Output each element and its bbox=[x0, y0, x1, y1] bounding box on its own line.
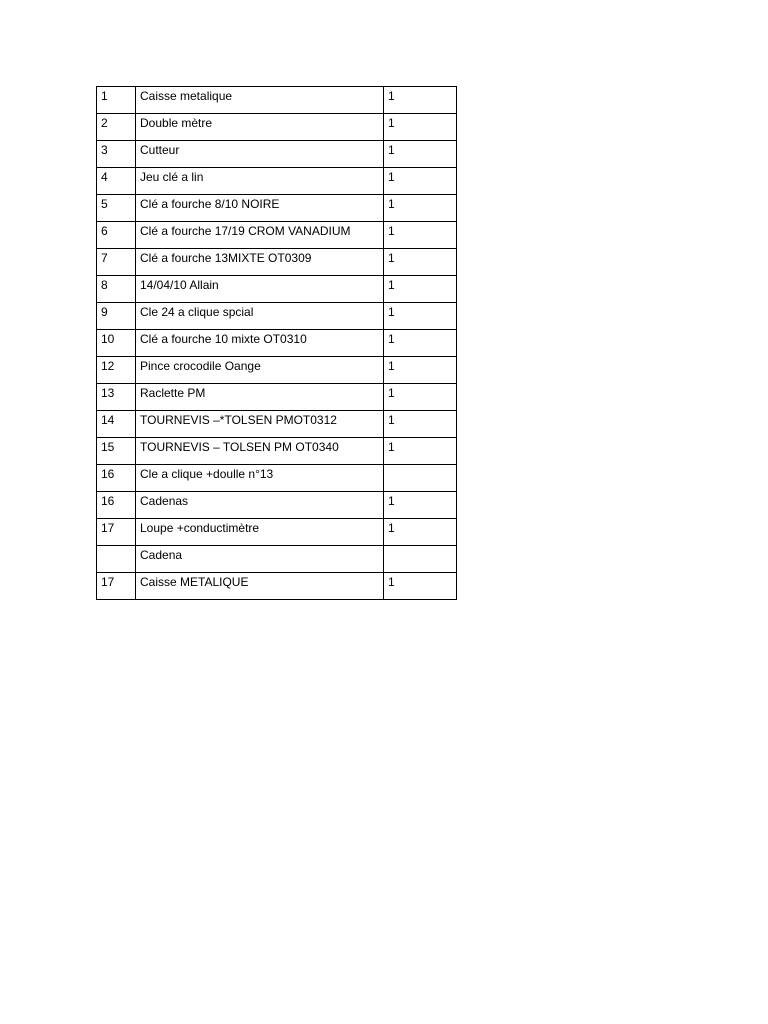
item-quantity: 1 bbox=[384, 276, 457, 303]
row-number: 10 bbox=[97, 330, 136, 357]
item-quantity bbox=[384, 465, 457, 492]
row-number: 5 bbox=[97, 195, 136, 222]
item-description: Cutteur bbox=[136, 141, 384, 168]
row-number: 7 bbox=[97, 249, 136, 276]
item-quantity: 1 bbox=[384, 330, 457, 357]
item-quantity: 1 bbox=[384, 222, 457, 249]
table-row bbox=[97, 222, 457, 249]
table-row bbox=[97, 141, 457, 168]
table-row bbox=[97, 465, 457, 492]
table-row bbox=[97, 573, 457, 600]
item-description: Jeu clé a lin bbox=[136, 168, 384, 195]
item-description: TOURNEVIS – TOLSEN PM OT0340 bbox=[136, 438, 384, 465]
item-description: Caisse metalique bbox=[136, 87, 384, 114]
table-row bbox=[97, 330, 457, 357]
table-row bbox=[97, 195, 457, 222]
item-quantity: 1 bbox=[384, 87, 457, 114]
row-number: 1 bbox=[97, 87, 136, 114]
table-row bbox=[97, 357, 457, 384]
row-number: 13 bbox=[97, 384, 136, 411]
item-description: Cle a clique +doulle n°13 bbox=[136, 465, 384, 492]
row-number: 8 bbox=[97, 276, 136, 303]
row-number: 17 bbox=[97, 519, 136, 546]
item-quantity: 1 bbox=[384, 141, 457, 168]
table-row bbox=[97, 492, 457, 519]
row-number: 9 bbox=[97, 303, 136, 330]
item-quantity: 1 bbox=[384, 519, 457, 546]
item-description: 14/04/10 Allain bbox=[136, 276, 384, 303]
item-description: Pince crocodile Oange bbox=[136, 357, 384, 384]
item-description: Clé a fourche 10 mixte OT0310 bbox=[136, 330, 384, 357]
item-description: Raclette PM bbox=[136, 384, 384, 411]
item-quantity: 1 bbox=[384, 438, 457, 465]
row-number: 16 bbox=[97, 492, 136, 519]
item-description: Caisse METALIQUE bbox=[136, 573, 384, 600]
item-description: TOURNEVIS –*TOLSEN PMOT0312 bbox=[136, 411, 384, 438]
row-number: 12 bbox=[97, 357, 136, 384]
item-description: Clé a fourche 17/19 CROM VANADIUM bbox=[136, 222, 384, 249]
item-description: Double mètre bbox=[136, 114, 384, 141]
item-description: Cadena bbox=[136, 546, 384, 573]
row-number: 6 bbox=[97, 222, 136, 249]
row-number: 4 bbox=[97, 168, 136, 195]
row-number: 2 bbox=[97, 114, 136, 141]
row-number: 16 bbox=[97, 465, 136, 492]
item-description: Cadenas bbox=[136, 492, 384, 519]
table-row bbox=[97, 276, 457, 303]
item-quantity: 1 bbox=[384, 573, 457, 600]
table-row bbox=[97, 168, 457, 195]
item-quantity: 1 bbox=[384, 492, 457, 519]
item-quantity: 1 bbox=[384, 249, 457, 276]
inventory-table bbox=[96, 86, 457, 600]
item-description: Cle 24 a clique spcial bbox=[136, 303, 384, 330]
item-quantity: 1 bbox=[384, 384, 457, 411]
table-row bbox=[97, 546, 457, 573]
item-quantity: 1 bbox=[384, 195, 457, 222]
table-row bbox=[97, 438, 457, 465]
row-number: 3 bbox=[97, 141, 136, 168]
table-row bbox=[97, 249, 457, 276]
item-quantity: 1 bbox=[384, 357, 457, 384]
item-quantity: 1 bbox=[384, 411, 457, 438]
item-description: Clé a fourche 8/10 NOIRE bbox=[136, 195, 384, 222]
table-row bbox=[97, 519, 457, 546]
item-quantity: 1 bbox=[384, 168, 457, 195]
row-number: 15 bbox=[97, 438, 136, 465]
table-row bbox=[97, 303, 457, 330]
item-quantity: 1 bbox=[384, 114, 457, 141]
table-row bbox=[97, 411, 457, 438]
item-quantity: 1 bbox=[384, 303, 457, 330]
item-quantity bbox=[384, 546, 457, 573]
row-number: 17 bbox=[97, 573, 136, 600]
item-description: Clé a fourche 13MIXTE OT0309 bbox=[136, 249, 384, 276]
table-row bbox=[97, 384, 457, 411]
row-number: 14 bbox=[97, 411, 136, 438]
row-number bbox=[97, 546, 136, 573]
table-row bbox=[97, 114, 457, 141]
table-row bbox=[97, 87, 457, 114]
item-description: Loupe +conductimètre bbox=[136, 519, 384, 546]
